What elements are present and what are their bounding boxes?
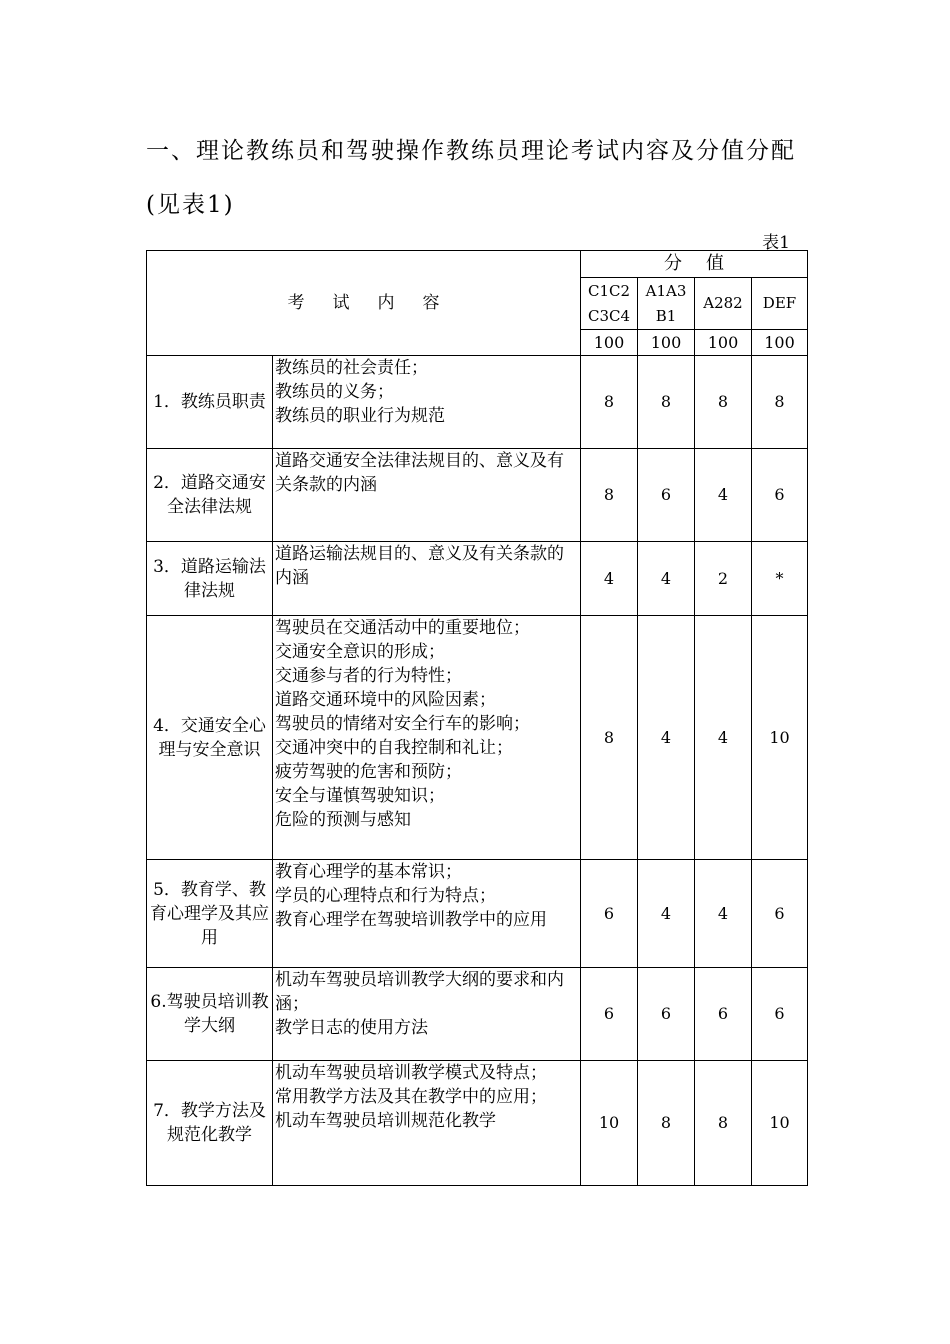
score-header: 分值 [581,251,808,278]
row-topic: 1．教练员职责 [147,356,273,449]
row-value: 6 [695,968,752,1061]
row-value: 8 [638,356,695,449]
row-topic: 3．道路运输法律法规 [147,542,273,616]
column-header: A282 [695,278,752,330]
row-details: 驾驶员在交通活动中的重要地位； 交通安全意识的形成； 交通参与者的行为特性； 道路交通环境中的风险因素； 驾驶员的情绪对安全行车的影响； 交通冲突中的自我控制和礼让； 疲劳驾驶的危害和预防； 安全与谨慎驾驶知识； 危险的预测与感知 [273,616,581,860]
row-value: 4 [581,542,638,616]
row-value: 10 [752,616,808,860]
table-row [147,860,808,968]
row-value: 8 [581,616,638,860]
row-topic: 7．教学方法及规范化教学 [147,1061,273,1186]
row-value: 4 [638,616,695,860]
table-row [147,1061,808,1186]
row-value: 2 [695,542,752,616]
row-value: 8 [695,356,752,449]
row-details: 机动车驾驶员培训教学模式及特点； 常用教学方法及其在教学中的应用； 机动车驾驶员培训规范化教学 [273,1061,581,1186]
row-value: 4 [695,449,752,542]
table-label: 表1 [762,233,790,253]
row-details: 道路运输法规目的、意义及有关条款的内涵 [273,542,581,616]
column-header: C1C2 C3C4 [581,278,638,330]
table-row [147,968,808,1061]
row-value: 10 [581,1061,638,1186]
column-total: 100 [638,330,695,356]
row-value: 8 [581,449,638,542]
row-value: 6 [752,449,808,542]
row-details: 机动车驾驶员培训教学大纲的要求和内涵； 教学日志的使用方法 [273,968,581,1061]
table-row [147,449,808,542]
row-value: * [752,542,808,616]
row-value: 8 [638,1061,695,1186]
row-value: 6 [638,968,695,1061]
column-header: A1A3 B1 [638,278,695,330]
row-value: 6 [752,968,808,1061]
table-row [147,542,808,616]
row-value: 4 [695,860,752,968]
table-row [147,616,808,860]
content-header: 考试内容 [147,251,581,356]
row-value: 8 [695,1061,752,1186]
row-details: 教育心理学的基本常识； 学员的心理特点和行为特点； 教育心理学在驾驶培训教学中的应用 [273,860,581,968]
row-topic: 4．交通安全心理与安全意识 [147,616,273,860]
row-details: 教练员的社会责任； 教练员的义务； 教练员的职业行为规范 [273,356,581,449]
row-value: 6 [581,860,638,968]
row-value: 6 [638,449,695,542]
row-topic: 6.驾驶员培训教学大纲 [147,968,273,1061]
row-value: 8 [752,356,808,449]
row-details: 道路交通安全法律法规目的、意义及有关条款的内涵 [273,449,581,542]
column-total: 100 [581,330,638,356]
row-value: 8 [581,356,638,449]
row-value: 10 [752,1061,808,1186]
column-header: DEF [752,278,808,330]
row-topic: 2．道路交通安全法律法规 [147,449,273,542]
column-total: 100 [752,330,808,356]
row-value: 4 [638,860,695,968]
row-value: 6 [581,968,638,1061]
row-value: 4 [638,542,695,616]
score-table [146,250,808,1186]
column-total: 100 [695,330,752,356]
table-row [147,356,808,449]
row-value: 4 [695,616,752,860]
page-heading: 一、理论教练员和驾驶操作教练员理论考试内容及分值分配(见表1) [146,138,796,218]
row-value: 6 [752,860,808,968]
row-topic: 5．教育学、教育心理学及其应用 [147,860,273,968]
